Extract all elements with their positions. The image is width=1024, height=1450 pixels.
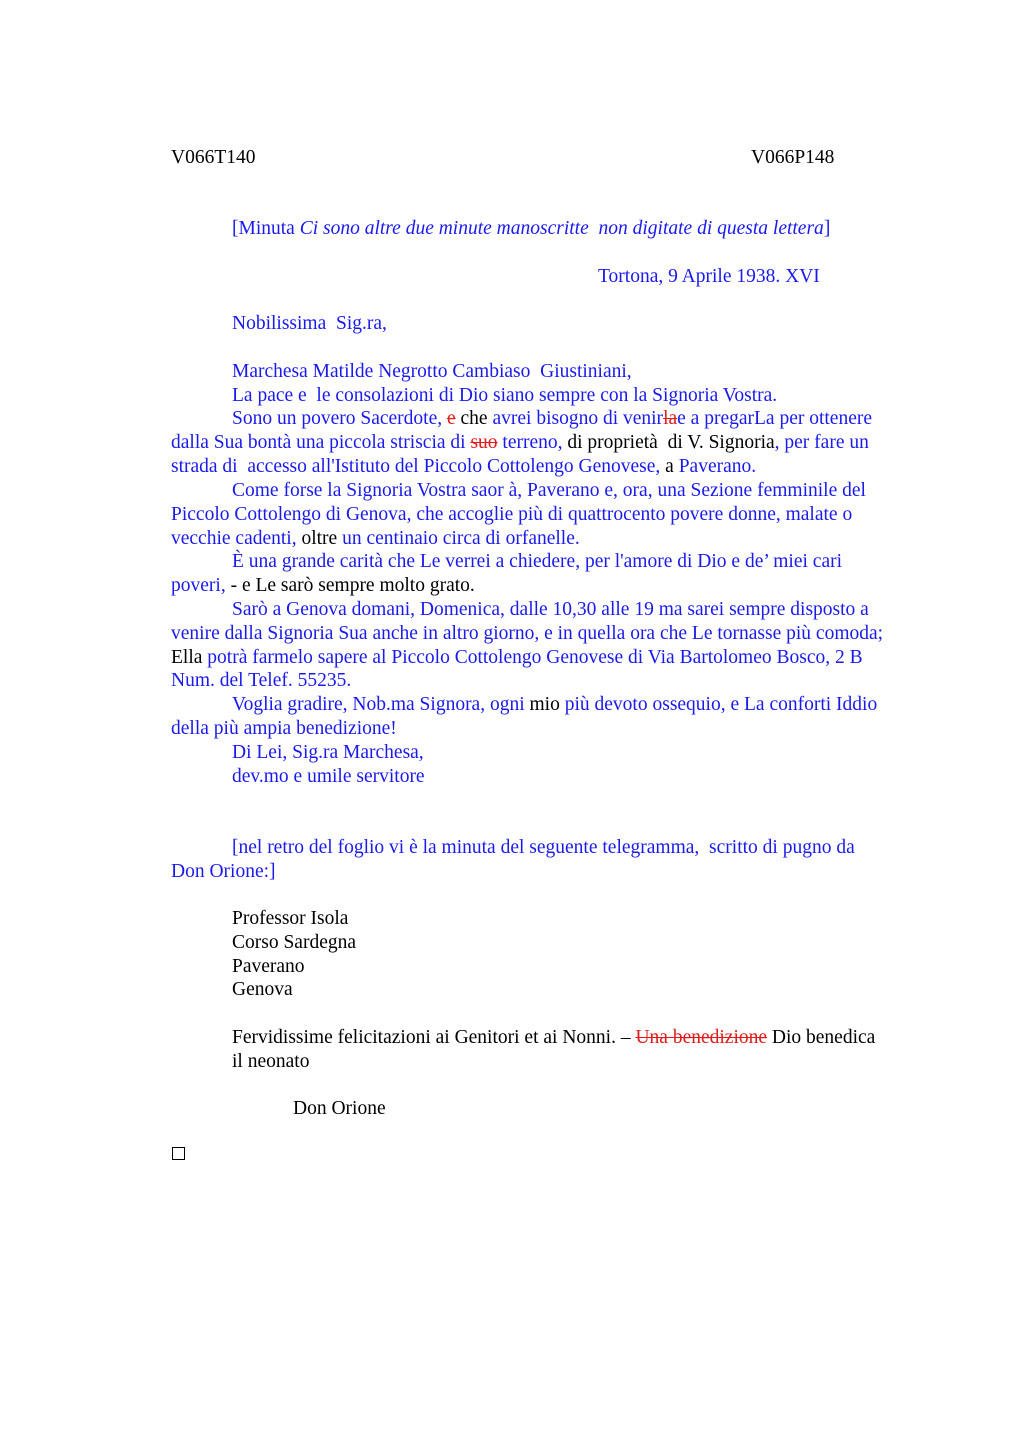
text-run: Fervidissime felicitazioni ai Genitori et ai Nonni. – [232,1027,636,1048]
text-run: e a pregarLa per ottenere [677,408,873,429]
closing-line-1: Di Lei, Sig.ra Marchesa, [232,742,424,763]
left-code: V066T140 [171,147,256,168]
paragraph-3-line-1: Come forse la Signoria Vostra saor à, Paverano e, ora, una Sezione femminile del [232,480,866,501]
closing-line-2: dev.mo e umile servitore [232,766,425,787]
paragraph-2-line-1 [232,407,872,431]
deleted-text: Una benedizione [635,1027,768,1048]
text-run: poveri, [171,575,231,596]
paragraph-6-line-1 [232,693,877,717]
text-run: più devoto ossequio, e La conforti Iddio [564,694,878,715]
text-run: potrà farmelo sapere al Piccolo Cottolengo Genovese di Via Bartolomeo Bosco, 2 B [207,647,863,668]
right-code: V066P148 [751,147,835,168]
telegram-message-line-2: il neonato [232,1051,310,1072]
note-open: [Minuta [232,218,300,239]
text-run: terreno, [497,432,568,453]
text-run: , per fare un [774,432,869,453]
deleted-text: la [663,408,678,429]
paragraph-5-line-4: Num. del Telef. 55235. [171,670,352,691]
text-run: - e Le sarò sempre molto grato. [230,575,475,596]
paragraph-6-line-2: della più ampia benedizione! [171,718,397,739]
back-note-line-1: [nel retro del foglio vi è la minuta del seguente telegramma, scritto di pugno da [232,837,855,858]
text-run: mio [529,694,565,715]
paragraph-5-line-1: Sarò a Genova domani, Domenica, dalle 10,30 alle 19 ma sarei sempre disposto a [232,599,869,620]
salutation: Nobilissima Sig.ra, [232,313,387,334]
paragraph-5-line-3 [171,646,863,670]
checkbox-square-icon [172,1147,185,1160]
paragraph-5-line-2: venire dalla Signoria Sua anche in altro giorno, e in quella ora che Le tornasse più comoda; [171,623,884,644]
paragraph-2-line-2 [171,431,869,455]
text-run: un centinaio circa di orfanelle. [342,528,580,549]
text-run: a [665,456,679,477]
text-run: Paverano. [678,456,757,477]
text-run: Voglia gradire, Nob.ma Signora, ogni [232,694,530,715]
deleted-text: e [447,408,456,429]
deleted-text: suo [470,432,498,453]
dateline: Tortona, 9 Aprile 1938. XVI [598,266,820,287]
text-run: dalla Sua bontà una piccola striscia di [171,432,471,453]
note-italic: Ci sono altre due minute manoscritte non digitate di questa lettera [299,218,824,239]
telegram-message-line-1 [232,1026,875,1050]
paragraph-4-line-1: È una grande carità che Le verrei a chiedere, per l'amore di Dio e de’ miei cari [232,551,843,572]
text-run: Dio benedica [767,1027,876,1048]
editor-note [232,217,830,241]
paragraph-3-line-3 [171,527,580,551]
text-run: oltre [301,528,343,549]
telegram-address-line: Corso Sardegna [232,932,357,953]
addressee: Marchesa Matilde Negrotto Cambiaso Giustiniani, [232,361,632,382]
telegram-address-line: Professor Isola [232,908,349,929]
telegram-address-line: Paverano [232,956,305,977]
back-note-line-2: Don Orione:] [171,861,276,882]
telegram-address-line: Genova [232,979,293,1000]
note-close: ] [823,218,831,239]
paragraph-3-line-2: Piccolo Cottolengo di Genova, che accoglie più di quattrocento povere donne, malate o [171,504,853,525]
paragraph-1: La pace e le consolazioni di Dio siano sempre con la Signoria Vostra. [232,385,778,406]
text-run: Ella [171,647,208,668]
text-run: vecchie cadenti, [171,528,302,549]
text-run: che [455,408,493,429]
text-run: strada di accesso all'Istituto del Piccolo Cottolengo Genovese, [171,456,666,477]
text-run: Sono un povero Sacerdote, [232,408,447,429]
paragraph-2-line-3 [171,455,756,479]
paragraph-4-line-2 [171,574,475,598]
signature: Don Orione [293,1098,386,1119]
text-run: di proprietà di V. Signoria [567,432,775,453]
text-run: avrei bisogno di venir [492,408,664,429]
